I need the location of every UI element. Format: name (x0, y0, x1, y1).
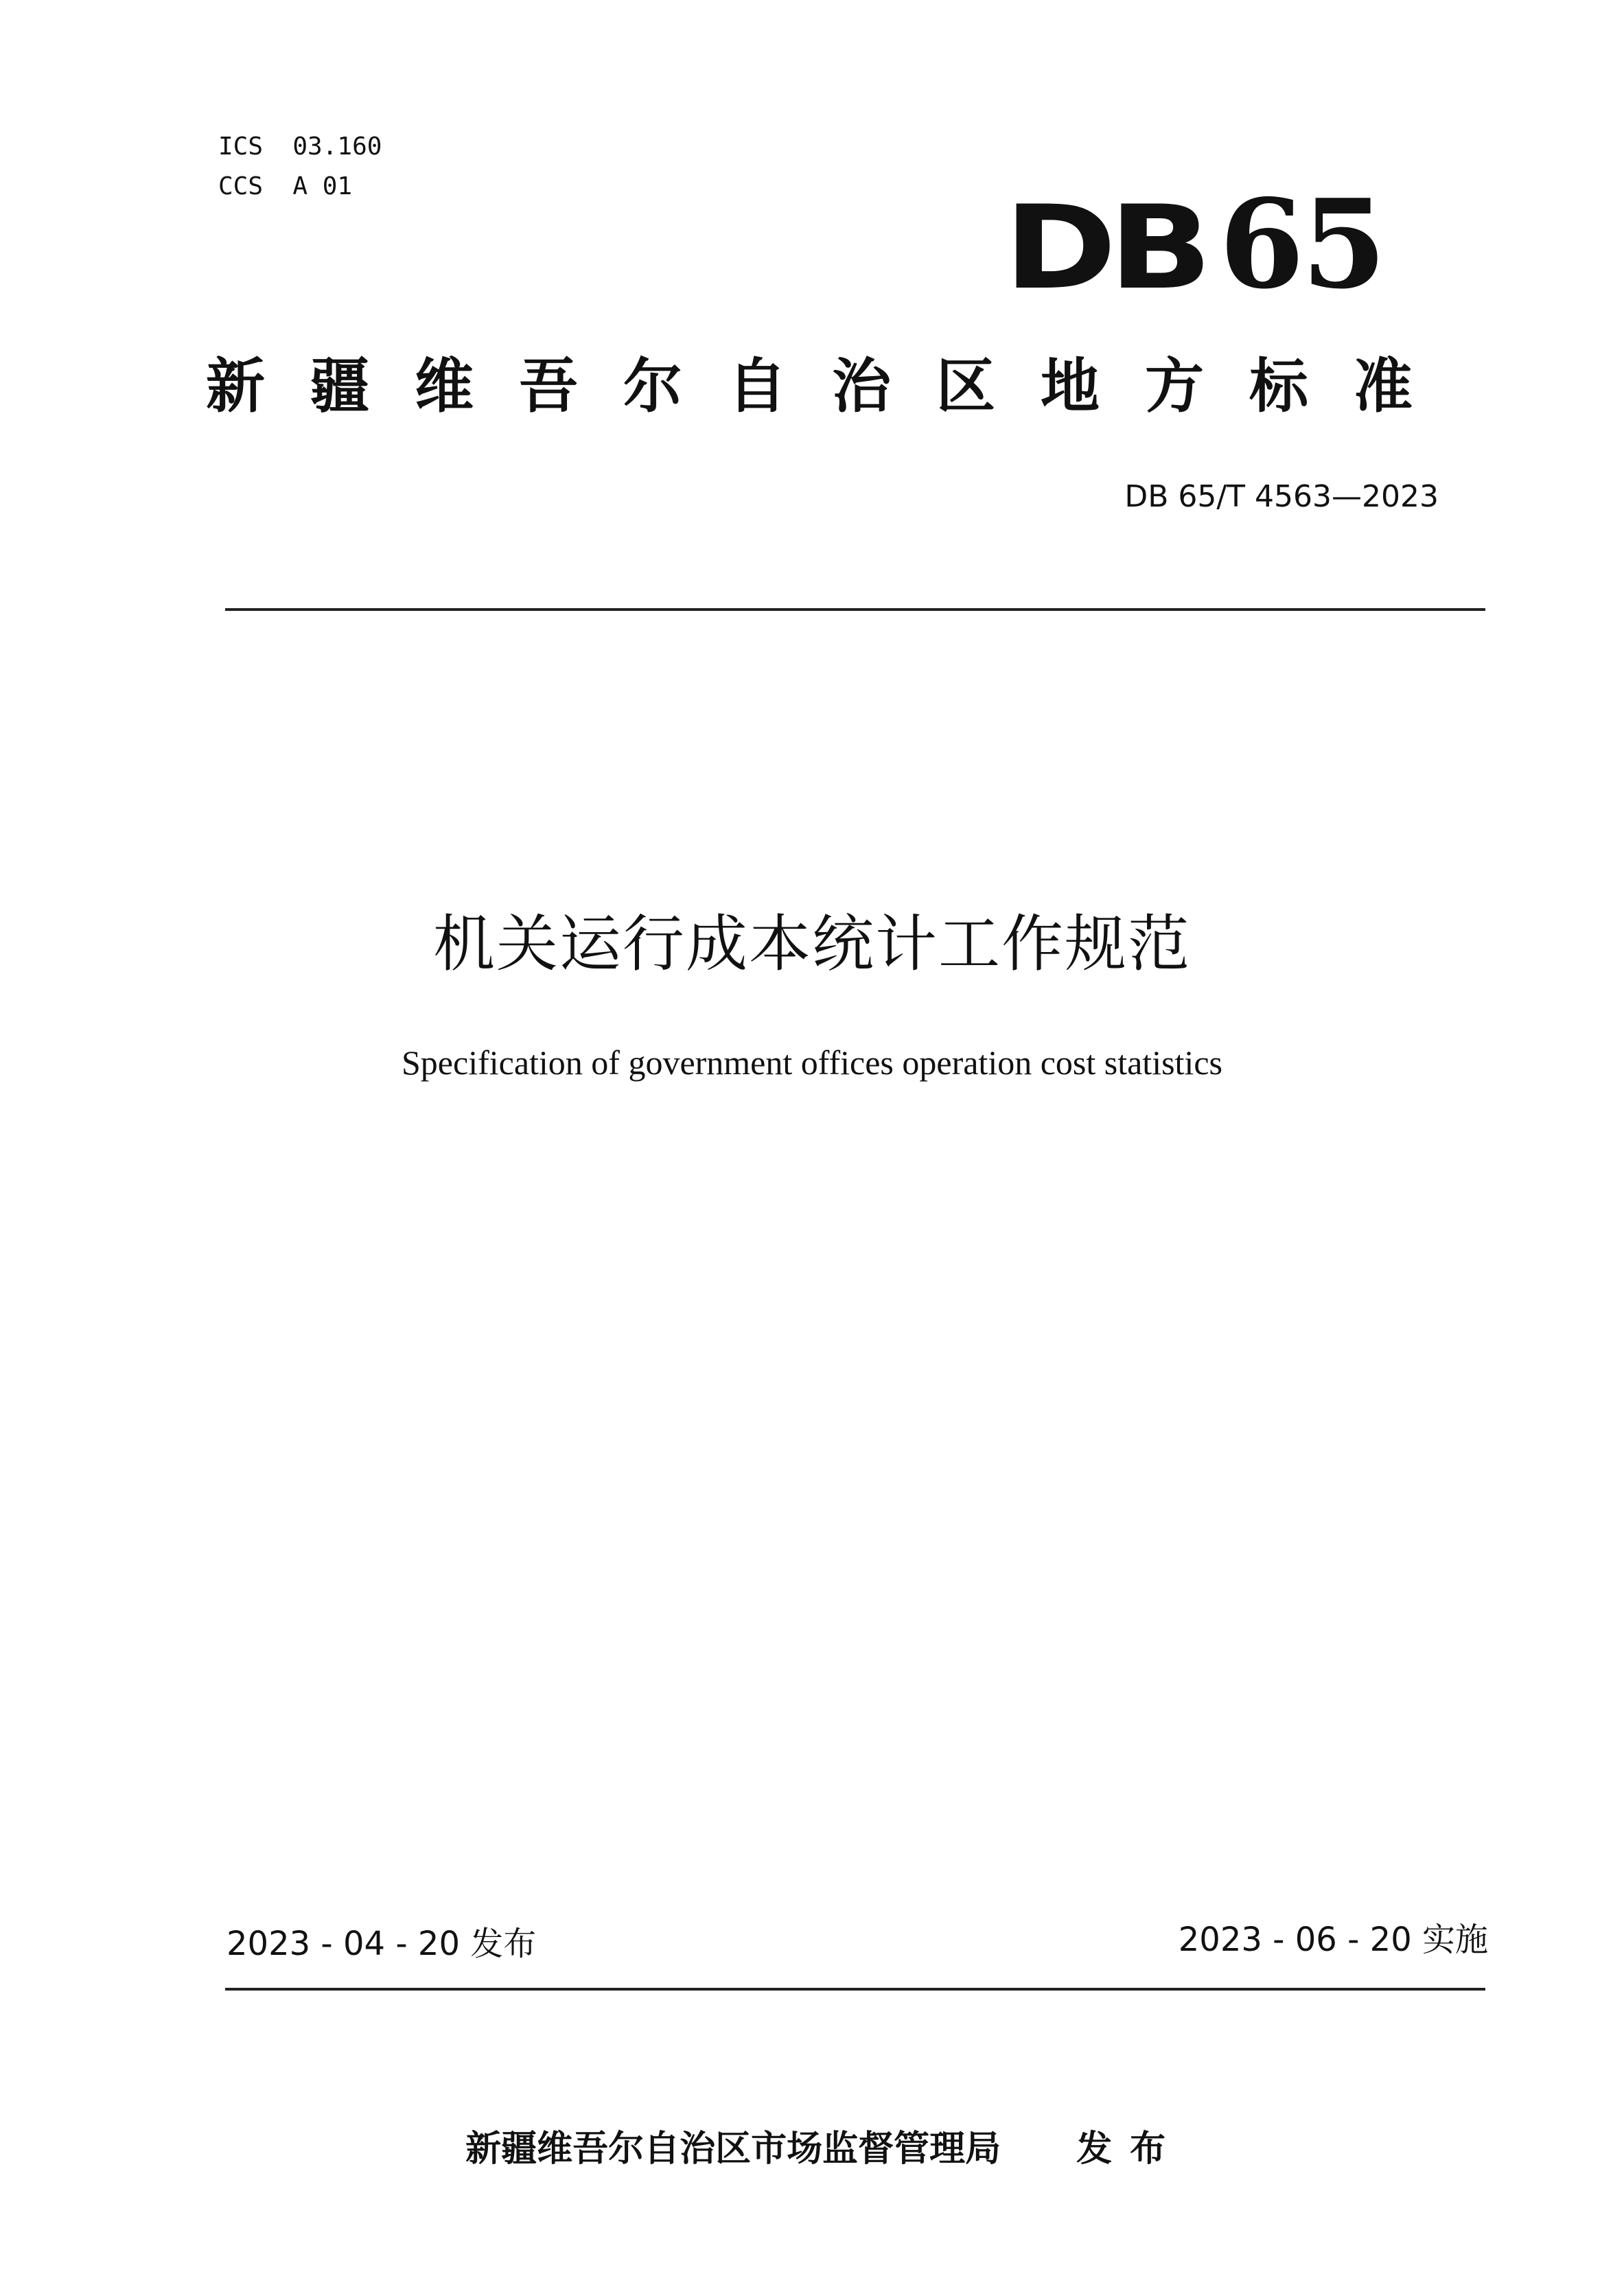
issuer-action: 发布 (1076, 2129, 1184, 2170)
standard-number: DB 65/T 4563—2023 (1124, 479, 1439, 514)
ccs-code: CCS A 01 (218, 172, 353, 200)
db-logo-letters: DB (1004, 181, 1205, 315)
issuer-organization: 新疆维吾尔自治区市场监督管理局 (465, 2129, 1001, 2170)
document-title-chinese: 机关运行成本统计工作规范 (433, 908, 1191, 980)
document-title-english: Specification of government offices operation cost statistics (402, 1043, 1222, 1082)
ics-code: ICS 03.160 (218, 132, 382, 161)
implementation-date: 2023 - 06 - 20 实施 (1178, 1921, 1488, 1959)
bottom-divider (225, 1988, 1485, 1991)
issuer-row (0, 2077, 1624, 2173)
issue-date: 2023 - 04 - 20 发布 (227, 1925, 537, 1963)
top-divider (225, 608, 1485, 611)
db-logo-digits: 65 (1219, 172, 1384, 316)
db-logo (1004, 172, 1384, 316)
standard-type-heading: 新疆维吾尔自治区地方标准 (206, 352, 1458, 421)
